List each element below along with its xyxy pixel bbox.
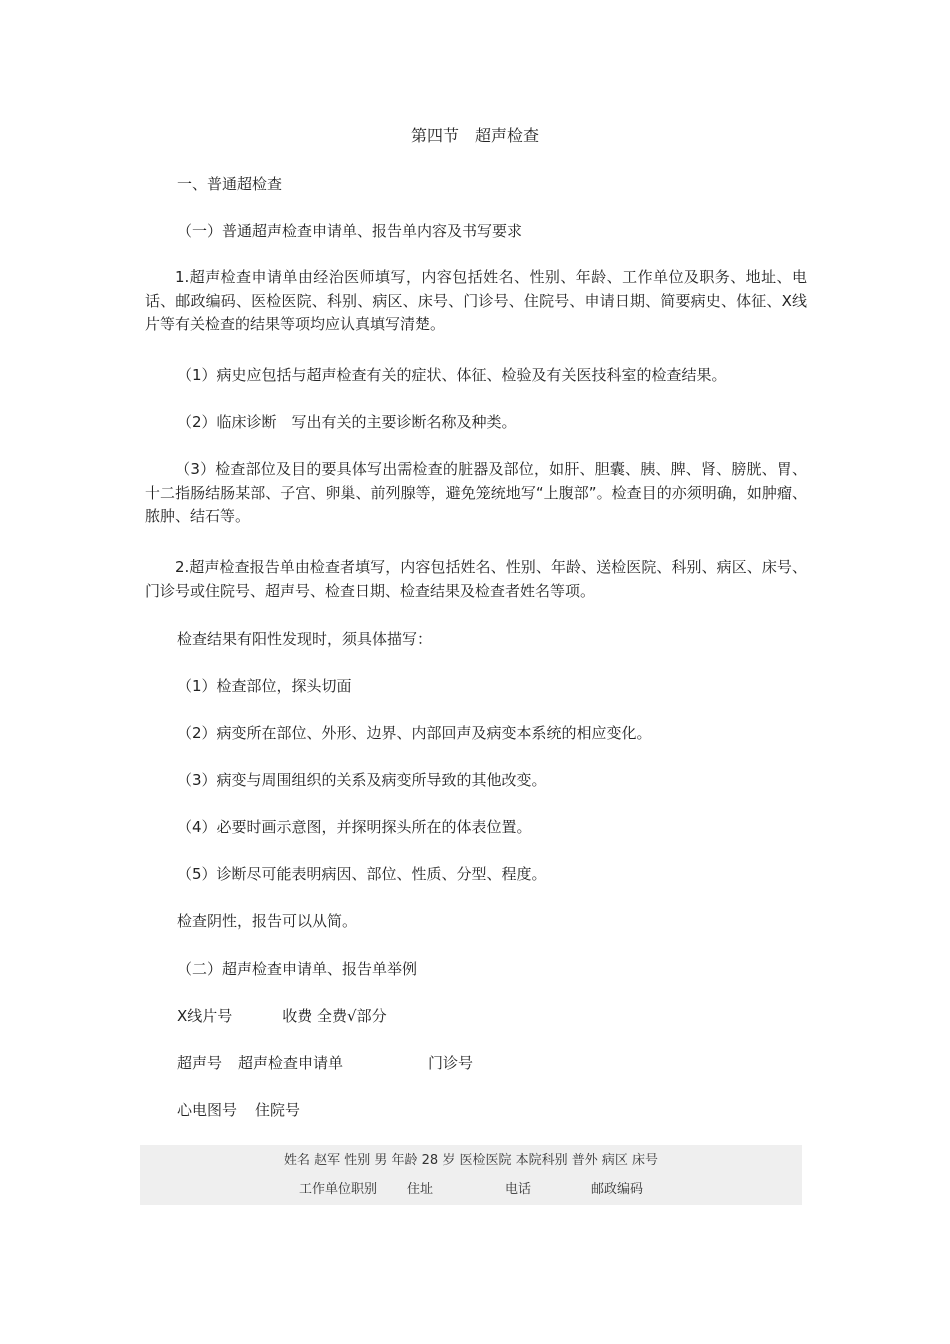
patient-info-table [140,1145,802,1205]
paragraph-exam-site [145,458,807,529]
patient-info-row: 姓名 赵军 性别 男 年龄 28 岁 医检医院 本院科别 普外 病区 床号 [284,1153,658,1168]
subsection-heading: （一）普通超声检查申请单、报告单内容及书写要求 [177,222,523,240]
list-item-positive-4: （4）必要时画示意图，并探明探头所在的体表位置。 [177,818,532,836]
paragraph-text: （3）检查部位及目的要具体写出需检查的脏器及部位，如肝、胆囊、胰、脾、肾、膀胱、胃、十二指肠结肠某部、子宫、卵巢、前列腺等，避免笼统地写“上腹部”。检查目的亦须明确，如肿瘤、脓肿、结石等。 [145,460,807,525]
contact-info-row [140,1180,802,1200]
inpatient-label: 住院号 [255,1101,301,1119]
form-row-ultrasound [177,1051,473,1075]
paragraph-request-form [145,266,807,337]
ultrasound-label: 超声号 [177,1054,223,1072]
list-item-positive-3: （3）病变与周围组织的关系及病变所导致的其他改变。 [177,771,547,789]
list-item-diagnosis: （2）临床诊断 写出有关的主要诊断名称及种类。 [177,413,517,431]
postcode-label: 邮政编码 [591,1182,644,1197]
request-title: 超声检查申请单 [238,1054,344,1072]
work-label: 工作单位职别 [298,1182,377,1197]
paragraph-report-form [145,556,807,603]
list-item-positive-2: （2）病变所在部位、外形、边界、内部回声及病变本系统的相应变化。 [177,724,652,742]
positive-intro: 检查结果有阳性发现时，须具体描写： [177,630,433,648]
list-item-positive-5: （5）诊断尽可能表明病因、部位、性质、分型、程度。 [177,865,547,883]
xray-label: X线片号 [177,1007,233,1025]
paragraph-text: 1.超声检查申请单由经治医师填写，内容包括姓名、性别、年龄、工作单位及职务、地址、电话、邮政编码、医检医院、科别、病区、床号、门诊号、住院号、申请日期、简要病史、体征、X线片等有关检查的结果等项均应认真填写清楚。 [145,268,807,333]
page-title: 第四节 超声检查 [410,126,539,145]
subsection-heading-example: （二）超声检查申请单、报告单举例 [177,960,418,978]
form-row-ecg [177,1098,300,1122]
section-heading: 一、普通超检查 [177,175,283,193]
address-label: 住址 [406,1182,433,1197]
paragraph-text: 2.超声检查报告单由检查者填写，内容包括姓名、性别、年龄、送检医院、科别、病区、床号、门诊号或住院号、超声号、检查日期、检查结果及检查者姓名等项。 [145,558,807,600]
list-item-history: （1）病史应包括与超声检查有关的症状、体征、检验及有关医技科室的检查结果。 [177,366,727,384]
phone-label: 电话 [505,1182,532,1197]
form-row-xray [177,1004,387,1028]
ecg-label: 心电图号 [177,1101,238,1119]
fee-label: 收费 全费√部分 [282,1007,387,1025]
negative-note: 检查阴性，报告可以从简。 [177,912,358,930]
outpatient-label: 门诊号 [428,1054,474,1072]
list-item-positive-1: （1）检查部位，探头切面 [177,677,352,695]
